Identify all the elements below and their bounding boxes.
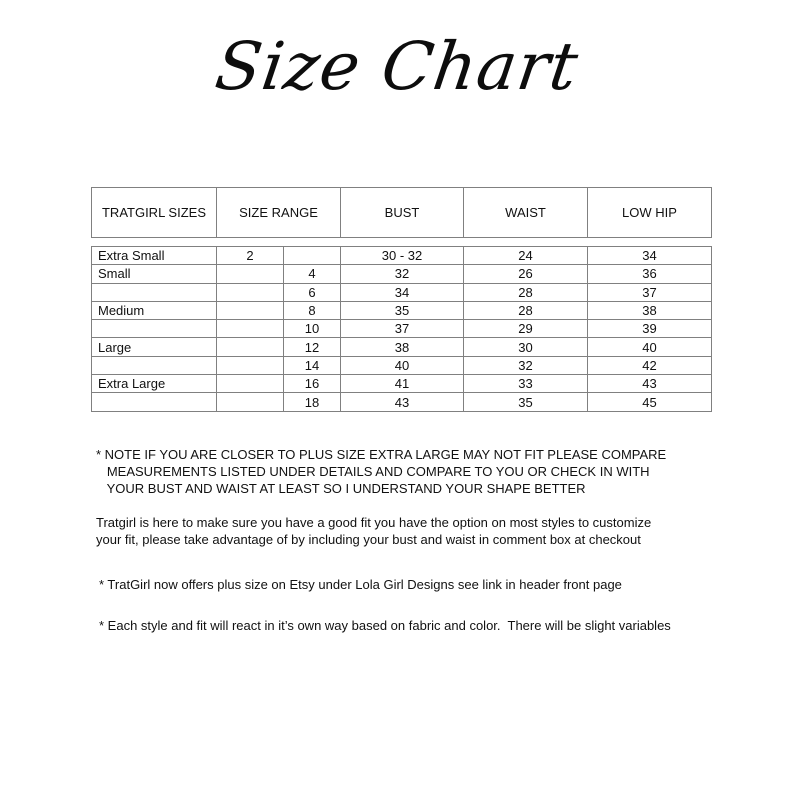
waist-cell: 28 <box>464 283 588 301</box>
size-cell <box>92 356 217 374</box>
size-number-cell: 4 <box>284 265 341 283</box>
low-hip-cell: 34 <box>588 247 712 265</box>
size-number-cell <box>284 247 341 265</box>
waist-cell: 28 <box>464 301 588 319</box>
bust-cell: 30 - 32 <box>341 247 464 265</box>
size-cell <box>92 393 217 411</box>
header-low-hip: LOW HIP <box>588 188 712 238</box>
bust-cell: 41 <box>341 375 464 393</box>
waist-cell: 30 <box>464 338 588 356</box>
size-range-cell <box>217 320 284 338</box>
table-row <box>92 265 712 283</box>
size-range-cell: 2 <box>217 247 284 265</box>
size-cell: Large <box>92 338 217 356</box>
size-cell <box>92 283 217 301</box>
page-title: Size Chart <box>210 28 584 105</box>
table-row <box>92 338 712 356</box>
table-row <box>92 283 712 301</box>
size-range-cell <box>217 301 284 319</box>
size-cell: Extra Large <box>92 375 217 393</box>
size-cell: Medium <box>92 301 217 319</box>
size-number-cell: 14 <box>284 356 341 374</box>
low-hip-cell: 37 <box>588 283 712 301</box>
waist-cell: 35 <box>464 393 588 411</box>
table-row <box>92 356 712 374</box>
size-number-cell: 18 <box>284 393 341 411</box>
size-range-cell <box>217 393 284 411</box>
plus-size-warning-note: * NOTE IF YOU ARE CLOSER TO PLUS SIZE EXTRA LARGE MAY NOT FIT PLEASE COMPARE MEASUREMENTS LISTED UNDER DETAILS AND COMPARE TO YOU OR CHECK IN WITH YOUR BUST AND WAIST AT LEAST SO I UNDERSTAND YOUR SHAPE BETTER <box>96 447 667 496</box>
bust-cell: 40 <box>341 356 464 374</box>
bust-cell: 32 <box>341 265 464 283</box>
size-number-cell: 16 <box>284 375 341 393</box>
size-cell <box>92 320 217 338</box>
size-number-cell: 8 <box>284 301 341 319</box>
table-row <box>92 320 712 338</box>
plus-size-offer-note: * TratGirl now offers plus size on Etsy under Lola Girl Designs see link in header front page <box>99 577 622 592</box>
low-hip-cell: 38 <box>588 301 712 319</box>
bust-cell: 43 <box>341 393 464 411</box>
size-chart-header <box>91 187 712 238</box>
size-range-cell <box>217 283 284 301</box>
table-row <box>92 247 712 265</box>
waist-cell: 29 <box>464 320 588 338</box>
style-variation-note: * Each style and fit will react in it’s own way based on fabric and color. There will be slight variables <box>99 618 671 633</box>
waist-cell: 32 <box>464 356 588 374</box>
bust-cell: 38 <box>341 338 464 356</box>
low-hip-cell: 43 <box>588 375 712 393</box>
table-row <box>92 393 712 411</box>
size-range-cell <box>217 375 284 393</box>
header-size-range: SIZE RANGE <box>217 188 341 238</box>
waist-cell: 33 <box>464 375 588 393</box>
size-number-cell: 10 <box>284 320 341 338</box>
waist-cell: 24 <box>464 247 588 265</box>
header-tratgirl-sizes: TRATGIRL SIZES <box>92 188 217 238</box>
bust-cell: 35 <box>341 301 464 319</box>
size-number-cell: 12 <box>284 338 341 356</box>
low-hip-cell: 45 <box>588 393 712 411</box>
bust-cell: 37 <box>341 320 464 338</box>
low-hip-cell: 42 <box>588 356 712 374</box>
bust-cell: 34 <box>341 283 464 301</box>
size-range-cell <box>217 265 284 283</box>
size-cell: Small <box>92 265 217 283</box>
low-hip-cell: 36 <box>588 265 712 283</box>
low-hip-cell: 39 <box>588 320 712 338</box>
low-hip-cell: 40 <box>588 338 712 356</box>
header-bust: BUST <box>341 188 464 238</box>
table-row <box>92 375 712 393</box>
header-waist: WAIST <box>464 188 588 238</box>
size-range-cell <box>217 356 284 374</box>
fit-paragraph: Tratgirl is here to make sure you have a good fit you have the option on most styles to customize your fit, please take advantage of by including your bust and waist in comment box at checkout <box>96 515 652 547</box>
waist-cell: 26 <box>464 265 588 283</box>
size-range-cell <box>217 338 284 356</box>
size-cell: Extra Small <box>92 247 217 265</box>
table-row <box>92 301 712 319</box>
size-number-cell: 6 <box>284 283 341 301</box>
size-chart-table <box>91 246 712 412</box>
